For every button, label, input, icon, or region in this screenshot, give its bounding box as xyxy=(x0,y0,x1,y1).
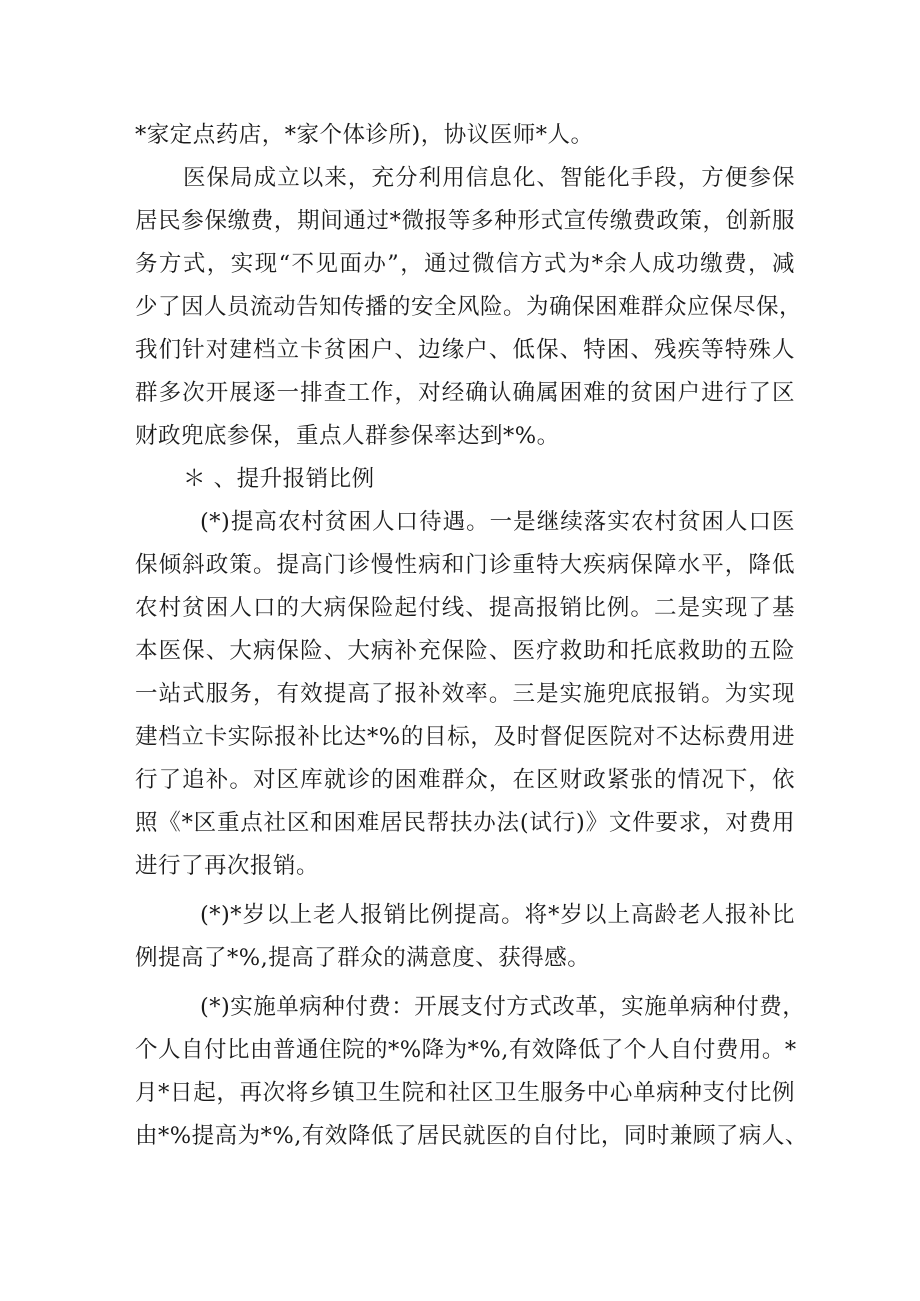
text-line: (*)*岁以上老人报销比例提高。将*岁以上高龄老人报补比 xyxy=(200,902,795,928)
text-line: 财政兜底参保，重点人群参保率达到*%。 xyxy=(135,423,560,449)
text-line: 我们针对建档立卡贫困户、边缘户、低保、特困、残疾等特殊人 xyxy=(135,337,795,363)
text-line: 少了因人员流动告知传播的安全风险。为确保困难群众应保尽保， xyxy=(135,294,803,320)
text-line: (*)实施单病种付费：开展支付方式改革，实施单病种付费， xyxy=(200,994,806,1020)
text-line: 个人自付比由普通住院的*%降为*%,有效降低了个人自付费用。* xyxy=(135,1037,797,1063)
text-line: 由*%提高为*%,有效降低了居民就医的自付比，同时兼顾了病人、 xyxy=(135,1123,808,1149)
text-line: 月*日起，再次将乡镇卫生院和社区卫生服务中心单病种支付比例 xyxy=(135,1080,795,1106)
text-line: 群多次开展逐一排查工作，对经确认确属困难的贫困户进行了区 xyxy=(135,380,795,406)
text-line: 建档立卡实际报补比达*%的目标，及时督促医院对不达标费用进 xyxy=(135,724,795,750)
text-line: 进行了再次报销。 xyxy=(135,853,320,879)
text-line: 农村贫困人口的大病保险起付线、提高报销比例。二是实现了基 xyxy=(135,595,795,621)
text-line: 行了追补。对区库就诊的困难群众，在区财政紧张的情况下，依 xyxy=(135,767,795,793)
text-line: (*)提高农村贫困人口待遇。一是继续落实农村贫困人口医 xyxy=(200,509,795,535)
text-line: 本医保、大病保险、大病补充保险、医疗救助和托底救助的五险 xyxy=(135,638,795,664)
text-line: 务方式，实现“不见面办”，通过微信方式为*余人成功缴费，减 xyxy=(135,251,795,277)
text-line: *家定点药店，*家个体诊所)，协议医师*人。 xyxy=(135,122,594,148)
text-line: 例提高了*%,提高了群众的满意度、获得感。 xyxy=(135,945,591,971)
text-line: 医保局成立以来，充分利用信息化、智能化手段，方便参保 xyxy=(183,165,795,191)
text-line: 居民参保缴费，期间通过*微报等多种形式宣传缴费政策，创新服 xyxy=(135,208,795,234)
text-line: 保倾斜政策。提高门诊慢性病和门诊重特大疾病保障水平，降低 xyxy=(135,552,795,578)
text-line: 一站式服务，有效提高了报补效率。三是实施兜底报销。为实现 xyxy=(135,681,795,707)
text-line: 照《*区重点社区和困难居民帮扶办法(试行)》文件要求，对费用 xyxy=(135,810,795,836)
section-heading: ＊ 、提升报销比例 xyxy=(183,466,375,492)
